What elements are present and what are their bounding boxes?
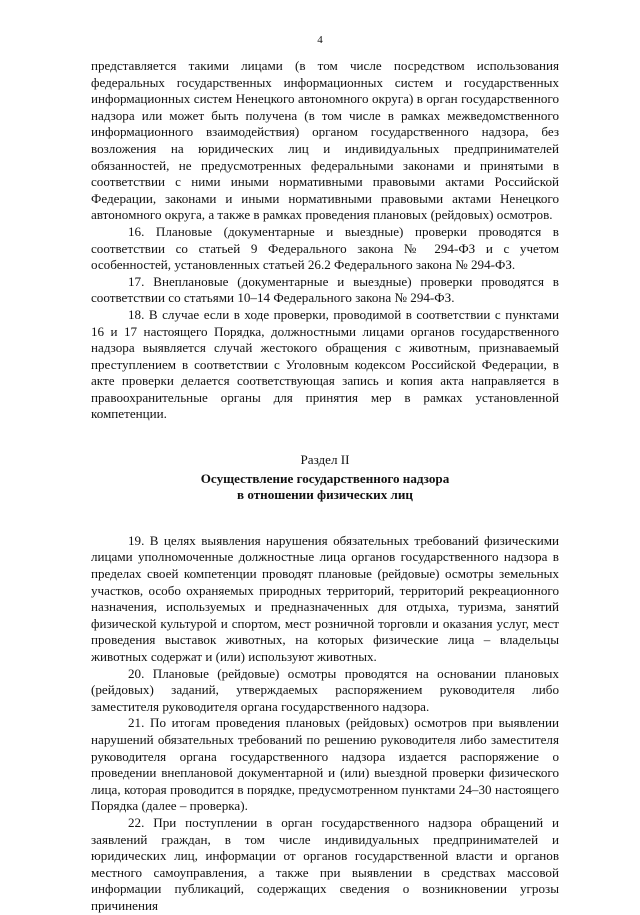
section-body [91, 533, 559, 915]
paragraph-19: 19. В целях выявления нарушения обязательных требований физическими лицами уполномоченные должностные лица органов государственного надзора в пределах своей компетенции проводят плановые (рейдовые) осмотры земельных участков, особо охраняемых природных территорий, территорий рекреационного назначения, используемых и предназначенных для отдыха, туризма, занятий физической культурой и спортом, мест розничной торговли и оказания услуг, мест проведения выставок животных, на которых физические лица – владельцы животных содержат и (или) используют животных. [91, 532, 559, 664]
section-heading [91, 452, 559, 504]
section-label: Раздел II [300, 452, 350, 468]
page-number: 4 [317, 34, 323, 46]
section-title-line-1: Осуществление государственного надзора [200, 470, 450, 486]
paragraph-22: 22. При поступлении в орган государственного надзора обращений и заявлений граждан, в том числе индивидуальных предпринимателей и юридических лиц, информации от органов государственной власти и органов местного самоуправления, а также при выявлении в средствах массовой информации публикаций, содержащих сведения о возникновении угрозы причинения [91, 814, 559, 913]
section-title-line-2: в отношении физических лиц [237, 487, 413, 503]
paragraph-21: 21. По итогам проведения плановых (рейдовых) осмотров при выявлении нарушений обязательных требований по решению руководителя либо заместителя руководителя органа государственного надзора издается распоряжение о проведении внеплановой документарной и (или) выездной проверки физического лица, которая проводится в порядке, предусмотренном пунктами 24–30 настоящего Порядка (далее – проверка). [91, 715, 559, 814]
paragraph-20: 20. Плановые (рейдовые) осмотры проводятся на основании плановых (рейдовых) заданий, утверждаемых распоряжением руководителя либо заместителя руководителя органа государственного надзора. [91, 665, 559, 714]
document-body [91, 58, 559, 915]
paragraph-17: 17. Внеплановые (документарные и выездные) проверки проводятся в соответствии со статьями 10–14 Федерального закона № 294-ФЗ. [91, 273, 559, 306]
paragraph-16: 16. Плановые (документарные и выездные) проверки проводятся в соответствии со статьей 9 Федерального закона № 294-ФЗ и с учетом особенностей, установленных статьей 26.2 Федерального закона № 294-ФЗ. [91, 223, 559, 273]
paragraph-18: 18. В случае если в ходе проверки, проводимой в соответствии с пунктами 16 и 17 настоящего Порядка, должностными лицами органов государственного надзора выявляется случай жестокого обращения с животным, признаваемый преступлением в соответствии с Уголовным кодексом Российской Федерации, в акте проверки делается соответствующая запись и копия акта направляется в правоохранительные органы для принятия мер в рамках установленной компетенции. [91, 306, 559, 422]
paragraph-continuation: представляется такими лицами (в том числе посредством использования федеральных государственных информационных систем и государственных информационных систем Ненецкого автономного округа) в орган государственного надзора или может быть получена (в том числе в рамках межведомственного информационного взаимодействия) органом государственного надзора, без возложения на юридических лиц и индивидуальных предпринимателей обязанностей, не предусмотренных федеральными законами и принятыми в соответствии с ними иными нормативными правовыми актами Российской Федерации, законами и иными нормативными правовыми актами Ненецкого автономного округа, а также в рамках проведения плановых (рейдовых) осмотров. [91, 58, 559, 223]
